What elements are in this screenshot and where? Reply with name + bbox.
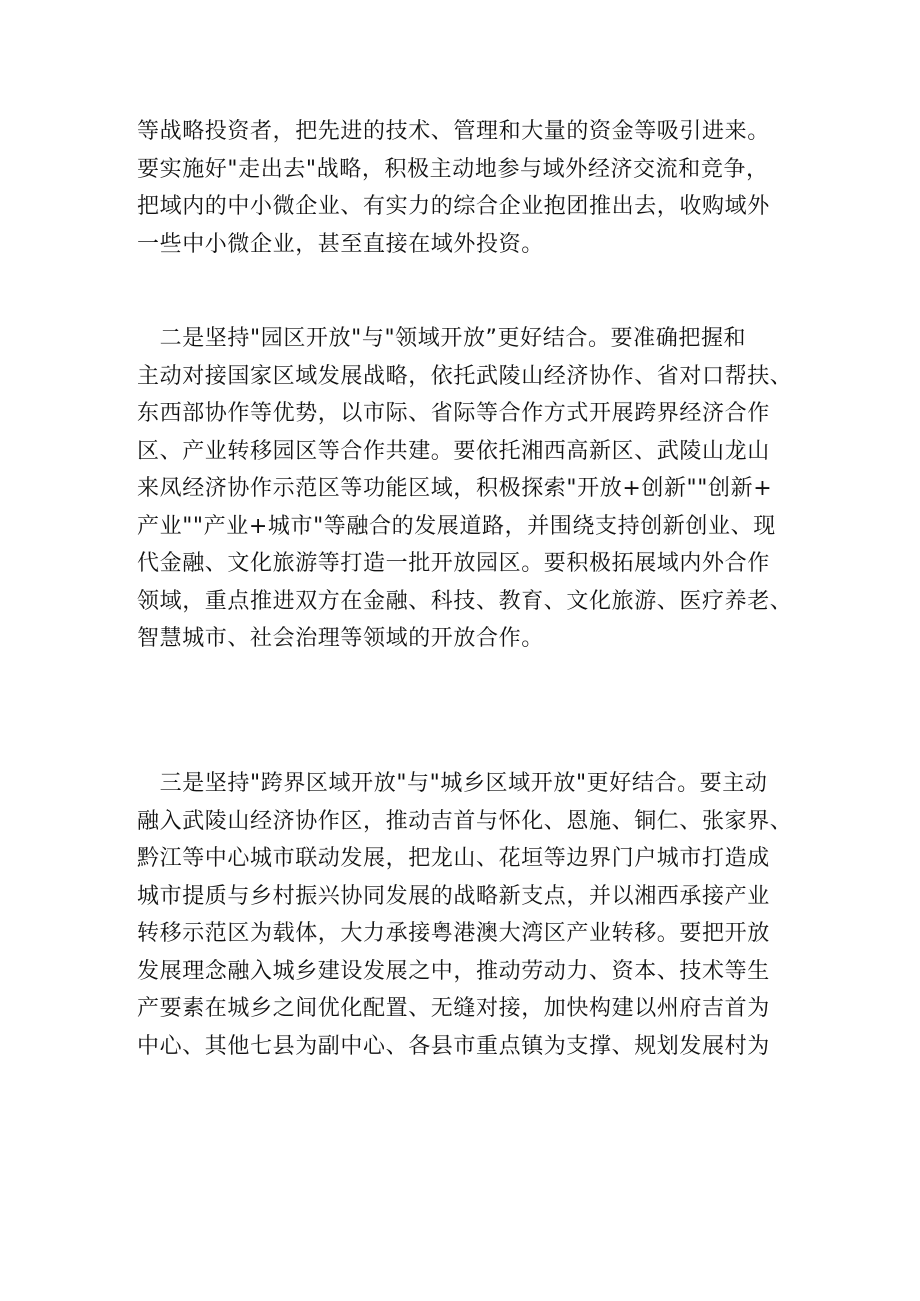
text-line: 代金融、文化旅游等打造一批开放园区。要积极拓展域内外合作: [137, 551, 770, 576]
text-line: 三是坚持"跨界区域开放"与"城乡区域开放"更好结合。要主动: [137, 771, 768, 796]
text-line: 融入武陵山经济协作区，推动吉首与怀化、恩施、铜仁、张家界、: [137, 808, 793, 834]
text-line: 区、产业转移园区等合作共建。要依托湘西高新区、武陵山龙山: [137, 438, 770, 464]
paragraph-1: [137, 113, 797, 263]
text-line: 来凤经济协作示范区等功能区域，积极探索"开放+创新""创新+: [137, 476, 773, 501]
text-line: 二是坚持"园区开放"与"领域开放”更好结合。要准确把握和: [137, 326, 747, 351]
text-line: 发展理念融入城乡建设发展之中，推动劳动力、资本、技术等生: [137, 958, 770, 984]
text-line: 中心、其他七县为副中心、各县市重点镇为支撑、规划发展村为: [137, 1033, 770, 1059]
paragraph-2: [137, 320, 797, 658]
text-line: 主动对接国家区域发展战略，依托武陵山经济协作、省对口帮扶、: [137, 363, 793, 389]
text-line: 要实施好"走出去"战略，积极主动地参与域外经济交流和竞争，: [137, 156, 769, 182]
text-line: 东西部协作等优势，以市际、省际等合作方式开展跨界经济合作: [137, 401, 770, 426]
text-line: 城市提质与乡村振兴协同发展的战略新支点，并以湘西承接产业: [137, 883, 770, 909]
text-line: 等战略投资者，把先进的技术、管理和大量的资金等吸引进来。: [137, 119, 770, 144]
text-line: 产业""产业+城市"等融合的发展道路，并围绕支持创新创业、现: [137, 513, 776, 539]
paragraph-3: [137, 765, 797, 1065]
text-line: 转移示范区为载体，大力承接粤港澳大湾区产业转移。要把开放: [137, 921, 770, 946]
text-line: 把域内的中小微企业、有实力的综合企业抱团推出去，收购域外: [137, 194, 770, 219]
text-line: 智慧城市、社会治理等领域的开放合作。: [137, 626, 544, 651]
text-line: 黔江等中心城市联动发展，把龙山、花垣等边界门户城市打造成: [137, 846, 770, 871]
text-line: 一些中小微企业，甚至直接在域外投资。: [137, 231, 544, 257]
text-line: 领域，重点推进双方在金融、科技、教育、文化旅游、医疗养老、: [137, 588, 793, 614]
text-line: 产要素在城乡之间优化配置、无缝对接，加快构建以州府吉首为: [137, 996, 770, 1021]
